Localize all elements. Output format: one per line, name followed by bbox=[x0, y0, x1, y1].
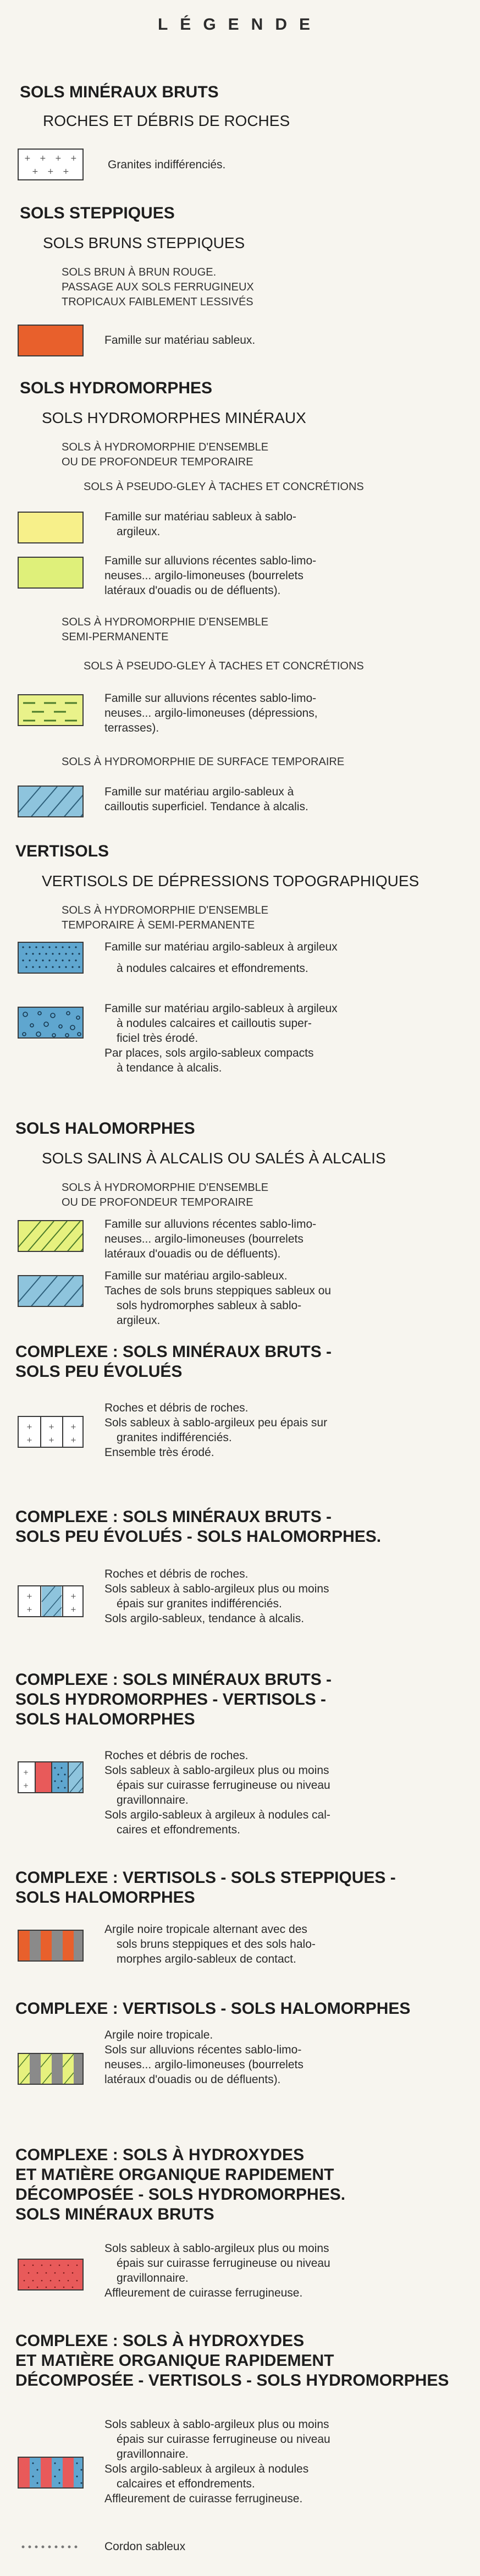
swatch-complexe-1 bbox=[18, 1416, 84, 1448]
item-complexe-5: Argile noire tropicale. Sols sur alluvions récentes sablo-limo- neuses... argilo-limoneuses (bourrelets latéraux d'ouadis ou de défluents). bbox=[104, 2029, 304, 2086]
complex-heading-4: COMPLEXE : VERTISOLS - SOLS STEPPIQUES - SOLS HALOMORPHES bbox=[15, 1869, 396, 1907]
swatch-sableux-orange bbox=[18, 325, 84, 356]
svg-text:+: + bbox=[23, 1768, 29, 1776]
section-heading-hydromorphes: SOLS HYDROMORPHES bbox=[20, 379, 213, 397]
subheading-salins: SOLS SALINS À ALCALIS OU SALÉS À ALCALIS bbox=[42, 1150, 386, 1167]
complex-heading-5: COMPLEXE : VERTISOLS - SOLS HALOMORPHES bbox=[15, 2000, 411, 2018]
swatch-green-dashes bbox=[18, 694, 84, 726]
swatch-complexe-6 bbox=[18, 2259, 84, 2291]
swatch-complexe-3 bbox=[18, 1761, 84, 1793]
svg-text:+: + bbox=[70, 1423, 76, 1431]
group-halomorphes: SOLS À HYDROMORPHIE D'ENSEMBLE OU DE PROFONDEUR TEMPORAIRE bbox=[62, 1182, 269, 1209]
svg-text:+: + bbox=[48, 1423, 54, 1431]
complex-heading-7: COMPLEXE : SOLS À HYDROXYDES ET MATIÈRE ORGANIQUE RAPIDEMENT DÉCOMPOSÉE - VERTISOLS - SOLS HYDROMORPHES bbox=[15, 2332, 449, 2390]
item-alluvions-bourrelets: Famille sur alluvions récentes sablo-limo- neuses... argilo-limoneuses (bourrelets latéraux d'ouadis ou de défluents). bbox=[104, 554, 317, 597]
subgroup-pseudo-gley-1: SOLS À PSEUDO-GLEY À TACHES ET CONCRÉTIONS bbox=[84, 481, 364, 493]
item-sableux: Famille sur matériau sableux. bbox=[104, 334, 256, 347]
complex-heading-1: COMPLEXE : SOLS MINÉRAUX BRUTS - SOLS PEU ÉVOLUÉS bbox=[15, 1343, 332, 1381]
subheading-roches: ROCHES ET DÉBRIS DE ROCHES bbox=[43, 112, 290, 129]
subheading-vertisols-depressions: VERTISOLS DE DÉPRESSIONS TOPOGRAPHIQUES bbox=[42, 872, 420, 889]
svg-text:+: + bbox=[70, 154, 77, 163]
swatch-granites bbox=[18, 149, 84, 180]
swatch-blue-hatch bbox=[18, 786, 84, 817]
section-heading-halomorphes: SOLS HALOMORPHES bbox=[15, 1119, 195, 1138]
svg-text:+: + bbox=[26, 1606, 32, 1614]
swatch-complexe-7 bbox=[18, 2457, 84, 2489]
item-cailloutis-alcalis: Famille sur matériau argilo-sableux à cailloutis superficiel. Tendance à alcalis. bbox=[104, 786, 308, 813]
item-granites: Granites indifférenciés. bbox=[108, 158, 226, 171]
item-complexe-1: Roches et débris de roches. Sols sableux à sablo-argileux peu épais sur granites indifférenciés. Ensemble très érodé. bbox=[104, 1402, 328, 1459]
group-hydro-surface: SOLS À HYDROMORPHIE DE SURFACE TEMPORAIRE bbox=[62, 756, 345, 768]
group-hydro-semi-permanente: SOLS À HYDROMORPHIE D'ENSEMBLE SEMI-PERMANENTE bbox=[62, 616, 269, 643]
section-heading-steppiques: SOLS STEPPIQUES bbox=[20, 204, 175, 222]
item-complexe-6: Sols sableux à sablo-argileux plus ou moins épais sur cuirasse ferrugineuse ou niveau gravillonnaire. Affleurement de cuirasse ferrugineuse. bbox=[104, 2242, 330, 2299]
item-alluvions-depressions: Famille sur alluvions récentes sablo-limo- neuses... argilo-limoneuses (dépressions, terrasses). bbox=[104, 692, 318, 734]
item-cailloutis-erode: Famille sur matériau argilo-sableux à argileux à nodules calcaires et cailloutis super- ficiel très érodé. Par places, sols argilo-sableux compacts à tendance à alcalis. bbox=[104, 1002, 338, 1074]
svg-text:+: + bbox=[32, 167, 38, 176]
swatch-complexe-5 bbox=[18, 2053, 84, 2085]
section-heading-vertisols: VERTISOLS bbox=[15, 842, 109, 860]
swatch-complexe-2 bbox=[18, 1585, 84, 1617]
item-nodules-effondrements: Famille sur matériau argilo-sableux à argileux à nodules calcaires et effondrements. bbox=[104, 941, 338, 975]
svg-text:+: + bbox=[40, 154, 46, 163]
item-complexe-7: Sols sableux à sablo-argileux plus ou moins épais sur cuirasse ferrugineuse ou niveau gravillonnaire. Sols argilo-sableux à argileux à nodules calcaires et effondrements. Affleurement de cuirasse ferrugineuse. bbox=[104, 2418, 330, 2505]
complex-heading-6: COMPLEXE : SOLS À HYDROXYDES ET MATIÈRE ORGANIQUE RAPIDEMENT DÉCOMPOSÉE - SOLS HYDROMORPHES. SOLS MINÉRAUX BRUTS bbox=[15, 2146, 346, 2223]
subheading-hydro-mineraux: SOLS HYDROMORPHES MINÉRAUX bbox=[42, 409, 306, 426]
group-hydro-temporaire: SOLS À HYDROMORPHIE D'ENSEMBLE OU DE PROFONDEUR TEMPORAIRE bbox=[62, 441, 269, 468]
svg-text:+: + bbox=[47, 167, 54, 176]
item-complexe-4: Argile noire tropicale alternant avec des sols bruns steppiques et des sols halo- morphes argilo-sableux de contact. bbox=[104, 1923, 316, 1965]
svg-text:+: + bbox=[26, 1436, 32, 1444]
complex-heading-2: COMPLEXE : SOLS MINÉRAUX BRUTS - SOLS PEU ÉVOLUÉS - SOLS HALOMORPHES. bbox=[15, 1508, 382, 1546]
swatch-blue-hatch-2 bbox=[18, 1275, 84, 1307]
subgroup-pseudo-gley-2: SOLS À PSEUDO-GLEY À TACHES ET CONCRÉTIONS bbox=[84, 660, 364, 672]
cordon-sableux-symbol bbox=[20, 2542, 84, 2551]
group-bruns: SOLS BRUN À BRUN ROUGE. PASSAGE AUX SOLS FERRUGINEUX TROPICAUX FAIBLEMENT LESSIVÉS bbox=[62, 266, 254, 308]
svg-text:+: + bbox=[70, 1436, 76, 1444]
item-halo-alluvions: Famille sur alluvions récentes sablo-limo- neuses... argilo-limoneuses (bourrelets latéraux d'ouadis ou de défluents). bbox=[104, 1218, 317, 1260]
swatch-light-green bbox=[18, 557, 84, 589]
svg-text:+: + bbox=[24, 154, 31, 163]
legend-title: LÉGENDE bbox=[157, 15, 323, 34]
subheading-bruns-steppiques: SOLS BRUNS STEPPIQUES bbox=[43, 234, 245, 251]
item-cordon-sableux: Cordon sableux bbox=[104, 2540, 186, 2553]
svg-text:+: + bbox=[70, 1606, 76, 1614]
svg-text:+: + bbox=[48, 1436, 54, 1444]
swatch-blue-dotted bbox=[18, 942, 84, 974]
item-sablo-argileux: Famille sur matériau sableux à sablo- argileux. bbox=[104, 510, 296, 538]
section-heading-mineraux: SOLS MINÉRAUX BRUTS bbox=[20, 83, 219, 101]
swatch-green-hatch bbox=[18, 1220, 84, 1252]
item-complexe-3: Roches et débris de roches. Sols sableux à sablo-argileux plus ou moins épais sur cuirasse ferrugineuse ou niveau gravillonnaire. Sols argilo-sableux à argileux à nodules cal- caires et effondrements. bbox=[104, 1749, 330, 1836]
item-halo-argilo-sableux: Famille sur matériau argilo-sableux. Taches de sols bruns steppiques sableux ou sols hydromorphes sableux à sablo- argileux. bbox=[104, 1270, 332, 1327]
svg-text:+: + bbox=[26, 1423, 32, 1431]
svg-text:+: + bbox=[26, 1592, 32, 1601]
svg-text:+: + bbox=[70, 1592, 76, 1601]
complex-heading-3: COMPLEXE : SOLS MINÉRAUX BRUTS - SOLS HYDROMORPHES - VERTISOLS - SOLS HALOMORPHES bbox=[15, 1671, 332, 1728]
swatch-blue-pebbles bbox=[18, 1007, 84, 1039]
swatch-yellow bbox=[18, 512, 84, 543]
item-complexe-2: Roches et débris de roches. Sols sableux à sablo-argileux plus ou moins épais sur granites indifférenciés. Sols argilo-sableux, tendance à alcalis. bbox=[104, 1568, 329, 1625]
svg-text:+: + bbox=[23, 1782, 29, 1789]
group-vertisols: SOLS À HYDROMORPHIE D'ENSEMBLE TEMPORAIRE À SEMI-PERMANENTE bbox=[62, 904, 269, 931]
swatch-complexe-4 bbox=[18, 1930, 84, 1962]
svg-text:+: + bbox=[55, 154, 62, 163]
svg-text:+: + bbox=[63, 167, 69, 176]
